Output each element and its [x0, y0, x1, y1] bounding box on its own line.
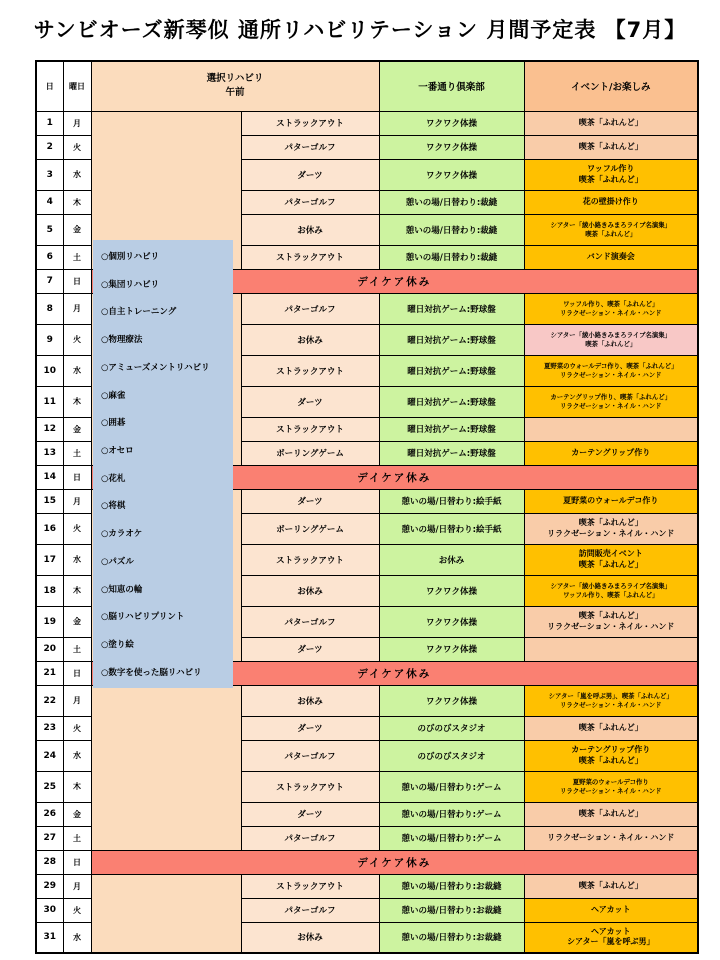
club-cell: 憩いの場/日替わり:絵手紙 — [379, 513, 524, 544]
weekday-cell: 日 — [63, 850, 91, 874]
event-cell — [524, 111, 698, 135]
rehab-option: ○麻雀 — [101, 390, 126, 401]
rehab-option: ○オセロ — [101, 446, 134, 457]
weekday-cell: 火 — [63, 135, 91, 159]
header-event: イベント/お楽しみ — [524, 61, 698, 111]
event-line: ワッフル作り、喫茶「ふれんど」 — [563, 300, 659, 309]
event-line: 夏野菜のウォールデコ作り、喫茶「ふれんど」 — [543, 362, 678, 371]
event-line: シアター「綾小路きみまろライブ名演集」 — [550, 331, 672, 340]
rehab-option: ○塗り絵 — [101, 640, 134, 651]
event-line: ヘアカット — [590, 926, 631, 936]
event-cell — [524, 685, 698, 716]
activity-cell: お休み — [241, 324, 379, 355]
club-cell: 憩いの場/日替わり:ゲーム — [379, 826, 524, 850]
activity-cell: ストラックアウト — [241, 771, 379, 802]
day-cell: 5 — [36, 214, 63, 245]
activity-cell: ストラックアウト — [241, 111, 379, 135]
weekday-cell: 火 — [63, 898, 91, 922]
event-line: 喫茶「ふれんど」 — [578, 808, 643, 818]
event-cell — [524, 716, 698, 740]
header-row — [36, 61, 698, 111]
event-line: 喫茶「ふれんど」 — [578, 755, 643, 765]
club-cell: ワクワク体操 — [379, 575, 524, 606]
activity-cell: ストラックアウト — [241, 874, 379, 898]
event-line: リラクゼーション・ネイル・ハンド — [559, 401, 662, 410]
event-line: リラクゼーション・ネイル・ハンド — [547, 621, 675, 631]
event-line: 喫茶「ふれんど」 — [578, 518, 643, 528]
day-cell: 12 — [36, 417, 63, 441]
weekday-cell: 月 — [63, 293, 91, 324]
rehab-option: ○集団リハビリ — [101, 279, 160, 290]
day-cell: 24 — [36, 740, 63, 771]
club-cell: 曜日対抗ゲーム:野球盤 — [379, 324, 524, 355]
weekday-cell: 土 — [63, 245, 91, 269]
weekday-cell: 月 — [63, 685, 91, 716]
weekday-cell: 金 — [63, 802, 91, 826]
club-cell: 憩いの場/日替わり:ゲーム — [379, 771, 524, 802]
club-cell: のびのびスタジオ — [379, 740, 524, 771]
day-cell: 16 — [36, 513, 63, 544]
weekday-cell: 水 — [63, 544, 91, 575]
event-line: 喫茶「ふれんど」 — [578, 174, 643, 184]
rehab-option: ○花札 — [101, 473, 126, 484]
weekday-cell: 木 — [63, 190, 91, 214]
day-cell: 25 — [36, 771, 63, 802]
event-cell — [524, 740, 698, 771]
header-rehab-line1: 選択リハビリ — [206, 73, 264, 84]
day-cell: 3 — [36, 159, 63, 190]
activity-cell: ダーツ — [241, 386, 379, 417]
weekday-cell: 木 — [63, 386, 91, 417]
club-cell: のびのびスタジオ — [379, 716, 524, 740]
event-cell — [524, 637, 698, 661]
event-line: シアター「綾小路きみまろライブ名演集」 — [550, 221, 672, 230]
event-cell — [524, 922, 698, 953]
day-cell: 14 — [36, 465, 63, 489]
club-cell: ワクワク体操 — [379, 135, 524, 159]
daycare-closed-cell: デイケア休み — [91, 850, 698, 874]
activity-cell: ダーツ — [241, 159, 379, 190]
rehab-option: ○数字を使った脳リハビリ — [101, 667, 202, 678]
event-cell — [524, 513, 698, 544]
club-cell: 憩いの場/日替わり:お裁縫 — [379, 898, 524, 922]
club-cell: 曜日対抗ゲーム:野球盤 — [379, 441, 524, 465]
page-title: サンビオーズ新琴似 通所リハビリテーション 月間予定表 【7月】 — [33, 18, 687, 42]
daycare-closed-cell: デイケア休み — [91, 465, 698, 489]
club-cell: ワクワク体操 — [379, 685, 524, 716]
weekday-cell: 木 — [63, 575, 91, 606]
weekday-cell: 火 — [63, 716, 91, 740]
weekday-cell: 土 — [63, 637, 91, 661]
event-line: リラクゼーション・ネイル・ハンド — [559, 786, 662, 795]
weekday-cell: 水 — [63, 740, 91, 771]
header-club: 一番通り倶楽部 — [379, 61, 524, 111]
event-cell — [524, 355, 698, 386]
event-line: ヘアカット — [590, 904, 631, 914]
club-cell: 憩いの場/日替わり:絵手紙 — [379, 489, 524, 513]
event-line: カーテングリップ作り — [571, 745, 651, 755]
weekday-cell: 火 — [63, 513, 91, 544]
day-cell: 13 — [36, 441, 63, 465]
event-line: 夏野菜のウォールデコ作り — [563, 495, 659, 505]
event-cell — [524, 771, 698, 802]
event-cell — [524, 293, 698, 324]
day-cell: 31 — [36, 922, 63, 953]
day-cell: 29 — [36, 874, 63, 898]
day-cell: 8 — [36, 293, 63, 324]
activity-cell: パターゴルフ — [241, 898, 379, 922]
event-line: 花の壁掛け作り — [582, 196, 639, 206]
day-cell: 27 — [36, 826, 63, 850]
day-cell: 26 — [36, 802, 63, 826]
activity-cell: お休み — [241, 575, 379, 606]
activity-cell: ボーリングゲーム — [241, 441, 379, 465]
club-cell: 憩いの場/日替わり:お裁縫 — [379, 922, 524, 953]
event-line: リラクゼーション・ネイル・ハンド — [559, 308, 662, 317]
weekday-cell: 日 — [63, 465, 91, 489]
event-line: ワッフル作り — [587, 164, 635, 174]
day-cell: 30 — [36, 898, 63, 922]
club-cell: 憩いの場/日替わり:ゲーム — [379, 802, 524, 826]
header-rehab — [91, 61, 379, 111]
activity-cell: パターゴルフ — [241, 826, 379, 850]
weekday-cell: 木 — [63, 771, 91, 802]
weekday-cell: 火 — [63, 324, 91, 355]
day-cell: 15 — [36, 489, 63, 513]
weekday-cell: 水 — [63, 355, 91, 386]
activity-cell: ストラックアウト — [241, 355, 379, 386]
daycare-closed-cell: デイケア休み — [91, 269, 698, 293]
weekday-cell: 月 — [63, 874, 91, 898]
event-cell — [524, 417, 698, 441]
club-cell: 曜日対抗ゲーム:野球盤 — [379, 293, 524, 324]
activity-cell: パターゴルフ — [241, 190, 379, 214]
event-line: シアター「綾小路きみまろライブ名演集」 — [550, 582, 672, 591]
table-row — [36, 874, 698, 898]
rehab-option: ○将棋 — [101, 501, 126, 512]
weekday-cell: 土 — [63, 441, 91, 465]
day-cell: 10 — [36, 355, 63, 386]
day-cell: 21 — [36, 661, 63, 685]
event-cell — [524, 324, 698, 355]
event-line: シアター「嵐を呼ぶ男」、喫茶「ふれんど」 — [548, 692, 673, 701]
club-cell: 憩いの場/日替わり:裁縫 — [379, 245, 524, 269]
event-line: 喫茶「ふれんど」 — [578, 611, 643, 621]
rehab-options-overlay — [93, 240, 233, 688]
event-cell — [524, 135, 698, 159]
activity-cell: パターゴルフ — [241, 293, 379, 324]
weekday-cell: 金 — [63, 606, 91, 637]
day-cell: 18 — [36, 575, 63, 606]
activity-cell: お休み — [241, 214, 379, 245]
club-cell: 憩いの場/日替わり:裁縫 — [379, 190, 524, 214]
club-cell: 憩いの場/日替わり:裁縫 — [379, 214, 524, 245]
activity-cell: ストラックアウト — [241, 245, 379, 269]
event-cell — [524, 159, 698, 190]
rehab-option: ○自主トレーニング — [101, 307, 177, 318]
header-rehab-line2: 午前 — [225, 87, 245, 99]
event-line: シアター「嵐を呼ぶ男」 — [567, 937, 655, 947]
activity-cell: パターゴルフ — [241, 606, 379, 637]
club-cell: 憩いの場/日替わり:お裁縫 — [379, 874, 524, 898]
event-cell — [524, 441, 698, 465]
day-cell: 9 — [36, 324, 63, 355]
day-cell: 6 — [36, 245, 63, 269]
weekday-cell: 月 — [63, 111, 91, 135]
day-cell: 20 — [36, 637, 63, 661]
rehab-option: ○脳リハビリプリント — [101, 612, 185, 623]
weekday-cell: 金 — [63, 417, 91, 441]
weekday-cell: 水 — [63, 922, 91, 953]
event-line: 喫茶「ふれんど」 — [578, 141, 643, 151]
activity-cell: ダーツ — [241, 716, 379, 740]
daycare-closed-cell: デイケア休み — [91, 661, 698, 685]
club-cell: お休み — [379, 544, 524, 575]
event-cell — [524, 606, 698, 637]
club-cell: ワクワク体操 — [379, 111, 524, 135]
event-line: 喫茶「ふれんど」 — [578, 117, 643, 127]
rehab-left-cell — [91, 685, 241, 850]
day-cell: 7 — [36, 269, 63, 293]
club-cell: 曜日対抗ゲーム:野球盤 — [379, 417, 524, 441]
rehab-option: ○個別リハビリ — [101, 252, 160, 262]
event-line: 喫茶「ふれんど」 — [585, 339, 637, 348]
event-cell — [524, 386, 698, 417]
event-cell — [524, 245, 698, 269]
event-cell — [524, 802, 698, 826]
event-line: バンド演奏会 — [586, 251, 635, 261]
rehab-option: ○カラオケ — [101, 529, 143, 540]
event-cell — [524, 190, 698, 214]
event-line: リラクゼーション・ネイル・ハンド — [547, 832, 675, 842]
activity-cell: ダーツ — [241, 802, 379, 826]
activity-cell: ストラックアウト — [241, 417, 379, 441]
event-line: 喫茶「ふれんど」 — [578, 880, 643, 890]
activity-cell: お休み — [241, 685, 379, 716]
event-line: リラクゼーション・ネイル・ハンド — [559, 370, 662, 379]
table-row — [36, 850, 698, 874]
event-line: 訪問販売イベント — [578, 549, 643, 559]
day-cell: 4 — [36, 190, 63, 214]
rehab-left-cell — [91, 874, 241, 953]
activity-cell: パターゴルフ — [241, 740, 379, 771]
day-cell: 22 — [36, 685, 63, 716]
activity-cell: ダーツ — [241, 489, 379, 513]
weekday-cell: 日 — [63, 661, 91, 685]
event-cell — [524, 874, 698, 898]
day-cell: 11 — [36, 386, 63, 417]
rehab-option: ○物理療法 — [101, 335, 143, 346]
club-cell: ワクワク体操 — [379, 637, 524, 661]
weekday-cell: 日 — [63, 269, 91, 293]
event-line: カーテングリップ作り、喫茶「ふれんど」 — [550, 393, 672, 402]
event-line: カーテングリップ作り — [571, 447, 651, 457]
rehab-option: ○パズル — [101, 556, 134, 567]
event-line: ワッフル作り、喫茶「ふれんど」 — [563, 590, 659, 599]
weekday-cell: 水 — [63, 159, 91, 190]
event-cell — [524, 214, 698, 245]
rehab-option: ○知恵の輪 — [101, 584, 143, 595]
header-day: 日 — [36, 61, 63, 111]
event-line: 喫茶「ふれんど」 — [578, 559, 643, 569]
event-line: 喫茶「ふれんど」 — [585, 229, 637, 238]
day-cell: 1 — [36, 111, 63, 135]
table-row — [36, 111, 698, 135]
day-cell: 17 — [36, 544, 63, 575]
day-cell: 23 — [36, 716, 63, 740]
day-cell: 2 — [36, 135, 63, 159]
event-line: リラクゼーション・ネイル・ハンド — [547, 528, 675, 538]
event-cell — [524, 898, 698, 922]
club-cell: 曜日対抗ゲーム:野球盤 — [379, 386, 524, 417]
event-cell — [524, 489, 698, 513]
event-line: 夏野菜のウォールデコ作り — [572, 778, 649, 787]
header-weekday: 曜日 — [63, 61, 91, 111]
event-line: 喫茶「ふれんど」 — [578, 722, 643, 732]
activity-cell: ボーリングゲーム — [241, 513, 379, 544]
day-cell: 19 — [36, 606, 63, 637]
weekday-cell: 土 — [63, 826, 91, 850]
event-cell — [524, 544, 698, 575]
weekday-cell: 月 — [63, 489, 91, 513]
activity-cell: ストラックアウト — [241, 544, 379, 575]
activity-cell: お休み — [241, 922, 379, 953]
activity-cell: パターゴルフ — [241, 135, 379, 159]
event-cell — [524, 575, 698, 606]
table-row — [36, 685, 698, 716]
weekday-cell: 金 — [63, 214, 91, 245]
rehab-option: ○囲碁 — [101, 418, 126, 429]
activity-cell: ダーツ — [241, 637, 379, 661]
event-line: リラクゼーション・ネイル・ハンド — [559, 700, 662, 709]
club-cell: 曜日対抗ゲーム:野球盤 — [379, 355, 524, 386]
event-cell — [524, 826, 698, 850]
rehab-option: ○アミューズメントリハビリ — [101, 362, 210, 373]
club-cell: ワクワク体操 — [379, 159, 524, 190]
day-cell: 28 — [36, 850, 63, 874]
club-cell: ワクワク体操 — [379, 606, 524, 637]
